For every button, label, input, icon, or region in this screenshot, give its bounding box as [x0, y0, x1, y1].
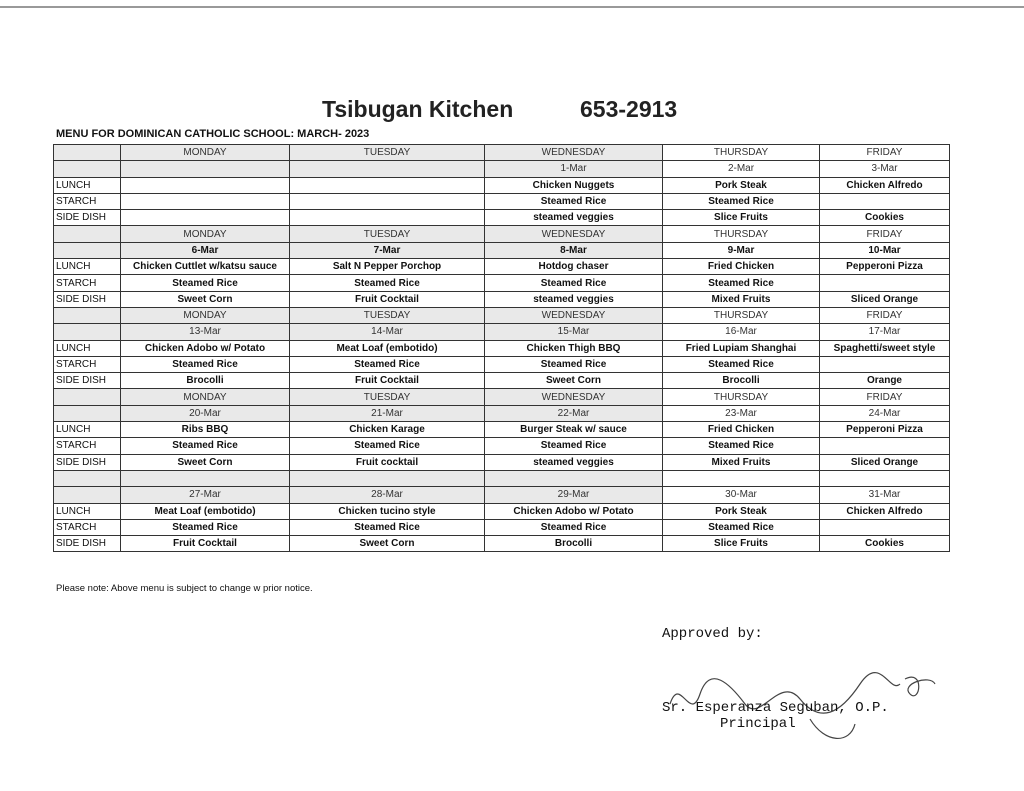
meal-row-lunch — [54, 503, 950, 519]
date-cell: 1-Mar — [485, 161, 663, 177]
meal-row-lunch — [54, 259, 950, 275]
date-row — [54, 242, 950, 258]
date-cell: 22-Mar — [485, 405, 663, 421]
menu-item-cell: Fruit Cocktail — [290, 291, 485, 307]
date-cell: 2-Mar — [663, 161, 820, 177]
row-label-side: SIDE DISH — [54, 210, 121, 226]
day-name-cell: THURSDAY — [663, 226, 820, 242]
day-name-cell: MONDAY — [121, 307, 290, 323]
day-name-cell: FRIDAY — [820, 226, 950, 242]
row-label-lunch: LUNCH — [54, 422, 121, 438]
day-name-cell: TUESDAY — [290, 389, 485, 405]
menu-item-cell: Steamed Rice — [290, 356, 485, 372]
menu-item-cell: Fruit Cocktail — [121, 536, 290, 552]
row-label-starch: STARCH — [54, 519, 121, 535]
meal-row-side — [54, 210, 950, 226]
menu-item-cell: Brocolli — [663, 373, 820, 389]
row-label-lunch: LUNCH — [54, 340, 121, 356]
menu-item-cell — [121, 210, 290, 226]
day-name-cell: FRIDAY — [820, 389, 950, 405]
menu-item-cell — [290, 177, 485, 193]
date-cell: 8-Mar — [485, 242, 663, 258]
menu-item-cell — [290, 210, 485, 226]
meal-row-side — [54, 454, 950, 470]
menu-item-cell: Sweet Corn — [121, 454, 290, 470]
date-row — [54, 324, 950, 340]
day-name-cell: WEDNESDAY — [485, 389, 663, 405]
menu-item-cell: Chicken Karage — [290, 422, 485, 438]
date-cell: 30-Mar — [663, 487, 820, 503]
blank-label-cell — [54, 470, 121, 486]
date-cell: 29-Mar — [485, 487, 663, 503]
date-cell: 31-Mar — [820, 487, 950, 503]
row-label-side: SIDE DISH — [54, 373, 121, 389]
meal-row-starch — [54, 438, 950, 454]
row-label-side: SIDE DISH — [54, 454, 121, 470]
menu-item-cell: Steamed Rice — [485, 193, 663, 209]
menu-item-cell: Spaghetti/sweet style — [820, 340, 950, 356]
menu-item-cell: Steamed Rice — [121, 438, 290, 454]
date-cell: 3-Mar — [820, 161, 950, 177]
menu-item-cell: Orange — [820, 373, 950, 389]
date-cell: 27-Mar — [121, 487, 290, 503]
menu-item-cell: Steamed Rice — [121, 519, 290, 535]
day-name-cell — [663, 470, 820, 486]
menu-item-cell: Hotdog chaser — [485, 259, 663, 275]
meal-row-starch — [54, 193, 950, 209]
day-name-cell: TUESDAY — [290, 307, 485, 323]
row-label-side: SIDE DISH — [54, 536, 121, 552]
row-label-lunch: LUNCH — [54, 177, 121, 193]
meal-row-starch — [54, 275, 950, 291]
menu-item-cell: Brocolli — [121, 373, 290, 389]
day-name-cell — [485, 470, 663, 486]
blank-label-cell — [54, 145, 121, 161]
approved-by-label: Approved by: — [662, 626, 763, 642]
menu-item-cell — [820, 356, 950, 372]
day-name-cell: FRIDAY — [820, 307, 950, 323]
row-label-starch: STARCH — [54, 356, 121, 372]
menu-item-cell: Pork Steak — [663, 177, 820, 193]
menu-item-cell: steamed veggies — [485, 454, 663, 470]
menu-item-cell: Fried Lupiam Shanghai — [663, 340, 820, 356]
menu-item-cell: Sliced Orange — [820, 454, 950, 470]
menu-item-cell — [121, 193, 290, 209]
date-cell: 17-Mar — [820, 324, 950, 340]
menu-item-cell: Mixed Fruits — [663, 454, 820, 470]
menu-item-cell: Cookies — [820, 536, 950, 552]
day-name-cell: WEDNESDAY — [485, 307, 663, 323]
menu-item-cell: Mixed Fruits — [663, 291, 820, 307]
signatory-name: Sr. Esperanza Seguban, O.P. — [662, 700, 889, 716]
menu-item-cell: Ribs BBQ — [121, 422, 290, 438]
menu-item-cell: Pepperoni Pizza — [820, 259, 950, 275]
signatory-title: Principal — [720, 716, 796, 732]
date-cell: 6-Mar — [121, 242, 290, 258]
blank-label-cell — [54, 226, 121, 242]
day-name-cell: TUESDAY — [290, 226, 485, 242]
day-name-cell: THURSDAY — [663, 389, 820, 405]
date-cell: 15-Mar — [485, 324, 663, 340]
menu-item-cell — [121, 177, 290, 193]
row-label-lunch: LUNCH — [54, 503, 121, 519]
menu-item-cell: Fruit cocktail — [290, 454, 485, 470]
date-cell: 20-Mar — [121, 405, 290, 421]
day-header-row — [54, 389, 950, 405]
menu-item-cell: Steamed Rice — [121, 356, 290, 372]
meal-row-lunch — [54, 340, 950, 356]
menu-item-cell: Steamed Rice — [290, 519, 485, 535]
meal-row-starch — [54, 356, 950, 372]
meal-row-side — [54, 373, 950, 389]
date-cell: 23-Mar — [663, 405, 820, 421]
menu-item-cell — [820, 519, 950, 535]
menu-item-cell: Chicken Alfredo — [820, 177, 950, 193]
row-label-starch: STARCH — [54, 275, 121, 291]
menu-item-cell: Steamed Rice — [485, 275, 663, 291]
menu-item-cell: Steamed Rice — [663, 519, 820, 535]
row-label-side: SIDE DISH — [54, 291, 121, 307]
day-name-cell — [121, 470, 290, 486]
blank-label-cell — [54, 389, 121, 405]
date-cell — [121, 161, 290, 177]
date-cell: 7-Mar — [290, 242, 485, 258]
meal-row-side — [54, 291, 950, 307]
day-name-cell: FRIDAY — [820, 145, 950, 161]
menu-item-cell: Chicken Nuggets — [485, 177, 663, 193]
day-name-cell: THURSDAY — [663, 145, 820, 161]
menu-item-cell: Slice Fruits — [663, 210, 820, 226]
menu-item-cell: steamed veggies — [485, 210, 663, 226]
date-cell: 28-Mar — [290, 487, 485, 503]
menu-item-cell: Steamed Rice — [663, 438, 820, 454]
menu-item-cell: Salt N Pepper Porchop — [290, 259, 485, 275]
menu-item-cell: Chicken Thigh BBQ — [485, 340, 663, 356]
day-name-cell — [290, 470, 485, 486]
menu-table — [53, 144, 950, 552]
day-header-row — [54, 145, 950, 161]
menu-item-cell: Steamed Rice — [290, 275, 485, 291]
menu-item-cell: Fried Chicken — [663, 259, 820, 275]
menu-item-cell: Chicken Alfredo — [820, 503, 950, 519]
day-name-cell: THURSDAY — [663, 307, 820, 323]
phone-number: 653-2913 — [580, 96, 678, 122]
scan-edge-line — [0, 6, 1024, 8]
menu-item-cell: Steamed Rice — [485, 519, 663, 535]
date-cell — [290, 161, 485, 177]
menu-item-cell: Pork Steak — [663, 503, 820, 519]
menu-item-cell: Steamed Rice — [290, 438, 485, 454]
day-name-cell: MONDAY — [121, 145, 290, 161]
meal-row-lunch — [54, 177, 950, 193]
menu-item-cell: Steamed Rice — [663, 275, 820, 291]
day-header-row — [54, 307, 950, 323]
menu-item-cell: Slice Fruits — [663, 536, 820, 552]
menu-item-cell: Chicken Adobo w/ Potato — [485, 503, 663, 519]
row-label-starch: STARCH — [54, 193, 121, 209]
menu-item-cell: Brocolli — [485, 536, 663, 552]
menu-item-cell — [290, 193, 485, 209]
menu-item-cell: Sweet Corn — [485, 373, 663, 389]
day-name-cell: MONDAY — [121, 389, 290, 405]
meal-row-starch — [54, 519, 950, 535]
date-cell: 16-Mar — [663, 324, 820, 340]
page-title: Tsibugan Kitchen — [322, 96, 514, 122]
menu-item-cell: Pepperoni Pizza — [820, 422, 950, 438]
menu-item-cell: Meat Loaf (embotido) — [121, 503, 290, 519]
menu-item-cell: Sweet Corn — [290, 536, 485, 552]
menu-item-cell: Steamed Rice — [663, 356, 820, 372]
date-cell: 10-Mar — [820, 242, 950, 258]
date-cell: 24-Mar — [820, 405, 950, 421]
day-header-row — [54, 226, 950, 242]
menu-item-cell: Chicken Cuttlet w/katsu sauce — [121, 259, 290, 275]
menu-item-cell: Sweet Corn — [121, 291, 290, 307]
menu-item-cell: Sliced Orange — [820, 291, 950, 307]
day-header-row — [54, 470, 950, 486]
date-cell: 14-Mar — [290, 324, 485, 340]
menu-item-cell — [820, 193, 950, 209]
day-name-cell: TUESDAY — [290, 145, 485, 161]
menu-note: Please note: Above menu is subject to change w prior notice. — [56, 583, 313, 594]
meal-row-lunch — [54, 422, 950, 438]
date-row — [54, 161, 950, 177]
date-cell: 21-Mar — [290, 405, 485, 421]
date-row — [54, 405, 950, 421]
row-label-starch: STARCH — [54, 438, 121, 454]
menu-item-cell: Steamed Rice — [485, 438, 663, 454]
menu-item-cell: Chicken tucino style — [290, 503, 485, 519]
menu-item-cell: Fruit Cocktail — [290, 373, 485, 389]
menu-item-cell: Chicken Adobo w/ Potato — [121, 340, 290, 356]
date-cell: 9-Mar — [663, 242, 820, 258]
menu-subtitle: MENU FOR DOMINICAN CATHOLIC SCHOOL: MARCH- 2023 — [56, 128, 370, 140]
menu-item-cell: Steamed Rice — [121, 275, 290, 291]
blank-label-cell — [54, 324, 121, 340]
day-name-cell: WEDNESDAY — [485, 226, 663, 242]
menu-item-cell — [820, 275, 950, 291]
day-name-cell — [820, 470, 950, 486]
blank-label-cell — [54, 161, 121, 177]
menu-item-cell: Burger Steak w/ sauce — [485, 422, 663, 438]
menu-item-cell: Steamed Rice — [663, 193, 820, 209]
menu-item-cell: Steamed Rice — [485, 356, 663, 372]
menu-item-cell — [820, 438, 950, 454]
menu-item-cell: Meat Loaf (embotido) — [290, 340, 485, 356]
date-row — [54, 487, 950, 503]
blank-label-cell — [54, 242, 121, 258]
blank-label-cell — [54, 405, 121, 421]
day-name-cell: WEDNESDAY — [485, 145, 663, 161]
meal-row-side — [54, 536, 950, 552]
date-cell: 13-Mar — [121, 324, 290, 340]
blank-label-cell — [54, 307, 121, 323]
menu-item-cell: Cookies — [820, 210, 950, 226]
menu-item-cell: steamed veggies — [485, 291, 663, 307]
menu-item-cell: Fried Chicken — [663, 422, 820, 438]
blank-label-cell — [54, 487, 121, 503]
day-name-cell: MONDAY — [121, 226, 290, 242]
row-label-lunch: LUNCH — [54, 259, 121, 275]
